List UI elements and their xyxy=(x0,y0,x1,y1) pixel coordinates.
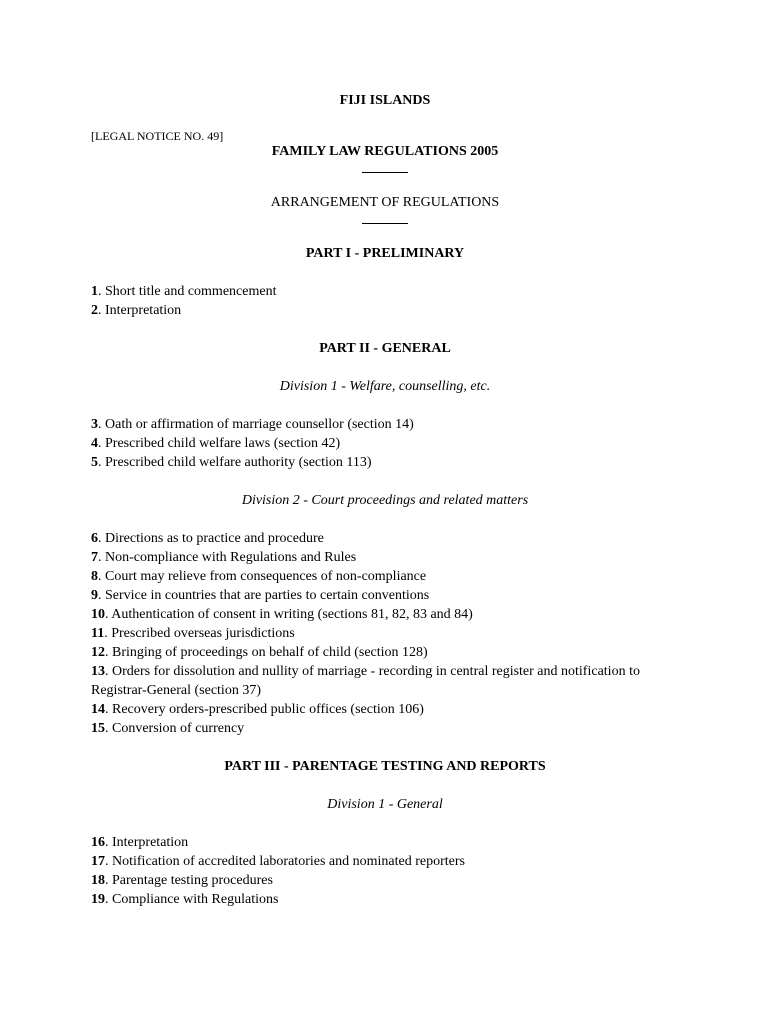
division-items xyxy=(91,529,679,738)
document-page xyxy=(91,91,679,909)
item-number: 11 xyxy=(91,626,105,641)
list-item xyxy=(91,605,679,624)
title-divider xyxy=(362,172,408,173)
list-item xyxy=(91,453,679,472)
item-text: . Prescribed overseas jurisdictions xyxy=(104,626,295,641)
part-heading: PART I - PRELIMINARY xyxy=(305,246,465,261)
division-items xyxy=(91,833,679,909)
item-text: . Compliance with Regulations xyxy=(105,892,279,907)
item-number: 12 xyxy=(91,645,105,660)
division-title: Division 2 - Court proceedings and related matters xyxy=(241,493,529,508)
item-text: . Notification of accredited laboratories and nominated reporters xyxy=(105,854,465,869)
item-number: 4 xyxy=(91,436,98,451)
item-text: . Court may relieve from consequences of non-compliance xyxy=(98,569,427,584)
list-item xyxy=(91,662,679,700)
arrangement-divider xyxy=(362,223,408,224)
item-text: . Parentage testing procedures xyxy=(105,873,273,888)
division-items xyxy=(91,415,679,472)
item-text: . Non-compliance with Regulations and Rules xyxy=(98,550,357,565)
item-text: . Interpretation xyxy=(98,303,182,318)
item-number: 5 xyxy=(91,455,98,470)
list-item xyxy=(91,700,679,719)
legal-notice: [LEGAL NOTICE NO. 49] xyxy=(91,129,224,143)
list-item xyxy=(91,567,679,586)
part-heading: PART II - GENERAL xyxy=(319,341,451,356)
item-text: . Interpretation xyxy=(105,835,189,850)
list-item xyxy=(91,548,679,567)
item-number: 18 xyxy=(91,873,105,888)
list-item xyxy=(91,833,679,852)
item-text: . Recovery orders-prescribed public offices (section 106) xyxy=(105,702,424,717)
item-text: . Prescribed child welfare authority (section 113) xyxy=(98,455,372,470)
list-item xyxy=(91,871,679,890)
item-number: 14 xyxy=(91,702,105,717)
item-text: . Directions as to practice and procedure xyxy=(98,531,324,546)
item-number: 7 xyxy=(91,550,98,565)
item-number: 19 xyxy=(91,892,105,907)
item-text: . Orders for dissolution and nullity of marriage - recording in central register and notification to Registrar-General (section 37) xyxy=(91,664,640,698)
item-number: 17 xyxy=(91,854,105,869)
item-number: 9 xyxy=(91,588,98,603)
item-number: 10 xyxy=(91,607,105,622)
list-item xyxy=(91,301,679,320)
list-item xyxy=(91,643,679,662)
item-number: 1 xyxy=(91,284,98,299)
item-text: . Service in countries that are parties to certain conventions xyxy=(98,588,430,603)
item-number: 15 xyxy=(91,721,105,736)
document-title: FAMILY LAW REGULATIONS 2005 xyxy=(271,144,499,159)
item-number: 3 xyxy=(91,417,98,432)
item-text: . Conversion of currency xyxy=(105,721,245,736)
country-heading: FIJI ISLANDS xyxy=(339,93,431,108)
list-item xyxy=(91,282,679,301)
list-item xyxy=(91,719,679,738)
item-number: 8 xyxy=(91,569,98,584)
list-item xyxy=(91,586,679,605)
list-item xyxy=(91,415,679,434)
arrangement-heading: ARRANGEMENT OF REGULATIONS xyxy=(270,195,500,210)
item-text: . Short title and commencement xyxy=(98,284,277,299)
part-items xyxy=(91,282,679,320)
item-number: 6 xyxy=(91,531,98,546)
list-item xyxy=(91,852,679,871)
item-number: 16 xyxy=(91,835,105,850)
item-text: . Oath or affirmation of marriage counsellor (section 14) xyxy=(98,417,414,432)
division-title: Division 1 - Welfare, counselling, etc. xyxy=(279,379,491,394)
list-item xyxy=(91,434,679,453)
item-text: . Prescribed child welfare laws (section 42) xyxy=(98,436,341,451)
list-item xyxy=(91,624,679,643)
item-text: . Authentication of consent in writing (sections 81, 82, 83 and 84) xyxy=(105,607,473,622)
item-number: 2 xyxy=(91,303,98,318)
part-heading: PART III - PARENTAGE TESTING AND REPORTS xyxy=(224,759,546,774)
division-title: Division 1 - General xyxy=(327,797,443,812)
item-number: 13 xyxy=(91,664,105,679)
list-item xyxy=(91,529,679,548)
list-item xyxy=(91,890,679,909)
item-text: . Bringing of proceedings on behalf of child (section 128) xyxy=(105,645,428,660)
